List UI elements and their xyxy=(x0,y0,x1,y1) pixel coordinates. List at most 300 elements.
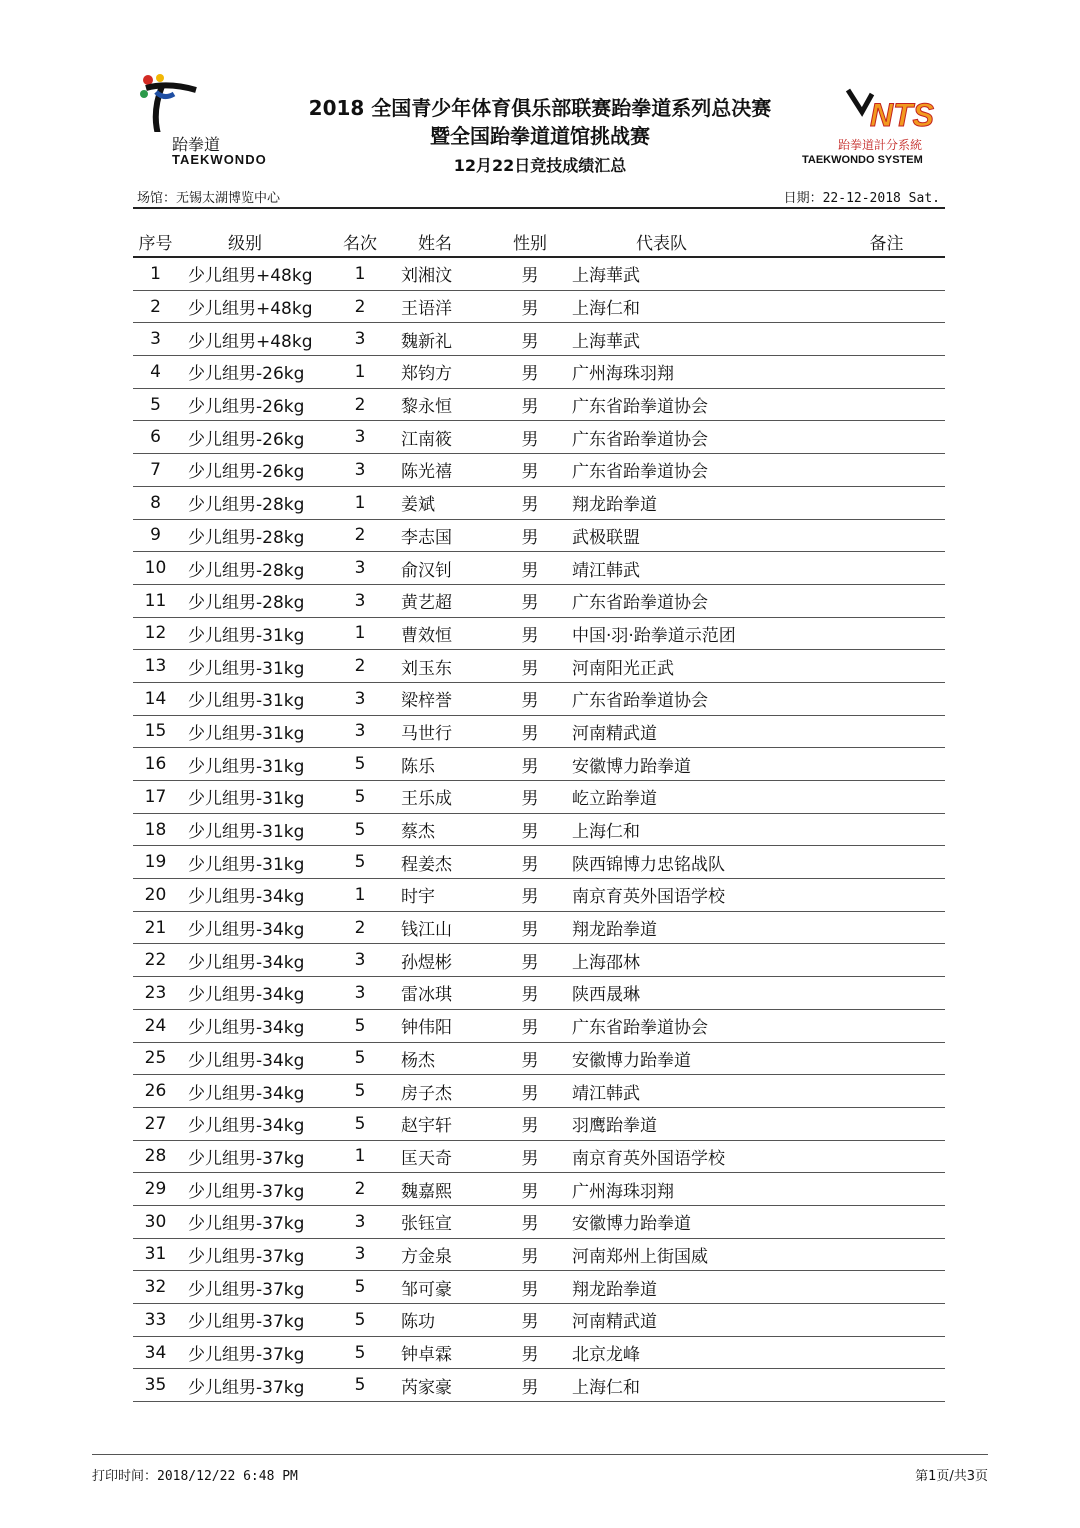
table-row xyxy=(133,1009,945,1042)
table-row xyxy=(133,1369,945,1402)
table-row xyxy=(133,421,945,454)
row-name: 俞汉钊 xyxy=(392,552,502,585)
row-name: 程姜杰 xyxy=(392,846,502,879)
row-sex: 男 xyxy=(502,1304,558,1337)
row-team: 北京龙峰 xyxy=(558,1336,828,1369)
row-note xyxy=(828,650,945,683)
row-sex: 男 xyxy=(502,290,558,323)
table-row xyxy=(133,584,945,617)
row-level: 少儿组男-31kg xyxy=(178,617,328,650)
row-level: 少儿组男-37kg xyxy=(178,1369,328,1402)
row-rank: 1 xyxy=(328,879,392,912)
row-note xyxy=(828,486,945,519)
table-row xyxy=(133,388,945,421)
row-number: 3 xyxy=(133,323,178,356)
row-number: 35 xyxy=(133,1369,178,1402)
row-sex: 男 xyxy=(502,257,558,290)
row-team: 河南阳光正武 xyxy=(558,650,828,683)
row-sex: 男 xyxy=(502,944,558,977)
table-row xyxy=(133,1238,945,1271)
row-number: 28 xyxy=(133,1140,178,1173)
table-row xyxy=(133,1336,945,1369)
print-time: 打印时间：2018/12/22 6:48 PM xyxy=(92,1469,298,1484)
row-number: 25 xyxy=(133,1042,178,1075)
row-number: 8 xyxy=(133,486,178,519)
row-level: 少儿组男-34kg xyxy=(178,879,328,912)
row-number: 10 xyxy=(133,552,178,585)
row-number: 29 xyxy=(133,1173,178,1206)
table-row xyxy=(133,813,945,846)
row-sex: 男 xyxy=(502,617,558,650)
row-name: 邹可豪 xyxy=(392,1271,502,1304)
venue-label: 场馆：无锡太湖博览中心 xyxy=(137,191,281,206)
row-sex: 男 xyxy=(502,584,558,617)
column-header: 代表队 xyxy=(558,226,828,257)
row-level: 少儿组男-31kg xyxy=(178,682,328,715)
row-name: 孙煜彬 xyxy=(392,944,502,977)
table-row xyxy=(133,1271,945,1304)
row-level: 少儿组男-26kg xyxy=(178,421,328,454)
row-note xyxy=(828,911,945,944)
row-name: 曹效恒 xyxy=(392,617,502,650)
column-header: 级别 xyxy=(178,226,328,257)
row-team: 河南精武道 xyxy=(558,1304,828,1337)
row-rank: 3 xyxy=(328,323,392,356)
row-note xyxy=(828,1304,945,1337)
nts-emblem-icon xyxy=(844,86,944,134)
row-team: 广州海珠羽翔 xyxy=(558,356,828,389)
row-level: 少儿组男+48kg xyxy=(178,257,328,290)
row-number: 18 xyxy=(133,813,178,846)
table-row xyxy=(133,486,945,519)
row-rank: 5 xyxy=(328,781,392,814)
row-sex: 男 xyxy=(502,323,558,356)
row-number: 15 xyxy=(133,715,178,748)
row-level: 少儿组男-28kg xyxy=(178,486,328,519)
row-team: 上海仁和 xyxy=(558,290,828,323)
row-number: 33 xyxy=(133,1304,178,1337)
row-rank: 3 xyxy=(328,421,392,454)
row-level: 少儿组男-31kg xyxy=(178,846,328,879)
row-name: 魏新礼 xyxy=(392,323,502,356)
row-team: 安徽博力跆拳道 xyxy=(558,1042,828,1075)
row-number: 4 xyxy=(133,356,178,389)
row-sex: 男 xyxy=(502,715,558,748)
row-sex: 男 xyxy=(502,1369,558,1402)
logo-right-en: TAEKWONDO SYSTEM xyxy=(802,154,923,166)
table-row xyxy=(133,748,945,781)
row-team: 武极联盟 xyxy=(558,519,828,552)
row-note xyxy=(828,748,945,781)
row-note xyxy=(828,552,945,585)
row-team: 上海仁和 xyxy=(558,813,828,846)
row-level: 少儿组男+48kg xyxy=(178,323,328,356)
row-number: 34 xyxy=(133,1336,178,1369)
table-row xyxy=(133,781,945,814)
nts-mark: NTS xyxy=(870,97,934,133)
row-note xyxy=(828,421,945,454)
row-level: 少儿组男-34kg xyxy=(178,1009,328,1042)
row-name: 张钰宣 xyxy=(392,1205,502,1238)
row-sex: 男 xyxy=(502,748,558,781)
row-level: 少儿组男-37kg xyxy=(178,1336,328,1369)
table-row xyxy=(133,846,945,879)
row-note xyxy=(828,944,945,977)
taekwondo-logo xyxy=(138,72,278,172)
row-number: 12 xyxy=(133,617,178,650)
table-header-row xyxy=(133,226,945,257)
row-level: 少儿组男-31kg xyxy=(178,650,328,683)
row-level: 少儿组男-37kg xyxy=(178,1238,328,1271)
row-team: 翔龙跆拳道 xyxy=(558,911,828,944)
table-row xyxy=(133,454,945,487)
row-level: 少儿组男-37kg xyxy=(178,1304,328,1337)
row-level: 少儿组男-26kg xyxy=(178,388,328,421)
row-note xyxy=(828,1107,945,1140)
row-note xyxy=(828,1369,945,1402)
row-sex: 男 xyxy=(502,1238,558,1271)
table-row xyxy=(133,911,945,944)
row-name: 杨杰 xyxy=(392,1042,502,1075)
row-sex: 男 xyxy=(502,486,558,519)
logo-left-en: TAEKWONDO xyxy=(172,152,267,167)
row-rank: 2 xyxy=(328,650,392,683)
row-team: 广东省跆拳道协会 xyxy=(558,421,828,454)
row-name: 钟卓霖 xyxy=(392,1336,502,1369)
row-note xyxy=(828,715,945,748)
row-rank: 5 xyxy=(328,1304,392,1337)
table-row xyxy=(133,682,945,715)
row-team: 广东省跆拳道协会 xyxy=(558,584,828,617)
row-team: 靖江韩武 xyxy=(558,552,828,585)
row-note xyxy=(828,682,945,715)
row-rank: 1 xyxy=(328,1140,392,1173)
column-header: 备注 xyxy=(828,226,945,257)
row-team: 广东省跆拳道协会 xyxy=(558,388,828,421)
row-level: 少儿组男-26kg xyxy=(178,454,328,487)
row-note xyxy=(828,1205,945,1238)
row-name: 房子杰 xyxy=(392,1075,502,1108)
row-rank: 5 xyxy=(328,813,392,846)
row-rank: 2 xyxy=(328,519,392,552)
row-number: 14 xyxy=(133,682,178,715)
row-level: 少儿组男-34kg xyxy=(178,1075,328,1108)
row-rank: 3 xyxy=(328,1238,392,1271)
row-sex: 男 xyxy=(502,519,558,552)
row-level: 少儿组男-28kg xyxy=(178,552,328,585)
row-rank: 3 xyxy=(328,584,392,617)
row-number: 2 xyxy=(133,290,178,323)
table-row xyxy=(133,944,945,977)
row-note xyxy=(828,388,945,421)
table-row xyxy=(133,1173,945,1206)
row-team: 羽鹰跆拳道 xyxy=(558,1107,828,1140)
row-number: 24 xyxy=(133,1009,178,1042)
row-sex: 男 xyxy=(502,781,558,814)
row-level: 少儿组男-31kg xyxy=(178,813,328,846)
row-team: 翔龙跆拳道 xyxy=(558,1271,828,1304)
row-name: 钱江山 xyxy=(392,911,502,944)
results-body xyxy=(133,257,945,1402)
row-team: 南京育英外国语学校 xyxy=(558,879,828,912)
row-number: 13 xyxy=(133,650,178,683)
row-number: 17 xyxy=(133,781,178,814)
row-note xyxy=(828,257,945,290)
row-sex: 男 xyxy=(502,454,558,487)
row-rank: 2 xyxy=(328,1173,392,1206)
row-sex: 男 xyxy=(502,421,558,454)
row-name: 赵宇轩 xyxy=(392,1107,502,1140)
row-team: 上海邵林 xyxy=(558,944,828,977)
row-number: 31 xyxy=(133,1238,178,1271)
row-note xyxy=(828,1075,945,1108)
logo-right-cn: 跆拳道計分系統 xyxy=(838,138,923,152)
row-name: 郑钧方 xyxy=(392,356,502,389)
row-rank: 3 xyxy=(328,1205,392,1238)
row-team: 广东省跆拳道协会 xyxy=(558,682,828,715)
row-number: 5 xyxy=(133,388,178,421)
row-rank: 5 xyxy=(328,1009,392,1042)
logo-left-cn: 跆拳道 xyxy=(172,135,221,154)
row-note xyxy=(828,323,945,356)
row-rank: 2 xyxy=(328,911,392,944)
row-team: 广东省跆拳道协会 xyxy=(558,454,828,487)
row-level: 少儿组男-34kg xyxy=(178,1042,328,1075)
row-note xyxy=(828,879,945,912)
row-team: 中国·羽·跆拳道示范团 xyxy=(558,617,828,650)
row-name: 姜斌 xyxy=(392,486,502,519)
row-team: 陕西锦博力忠铭战队 xyxy=(558,846,828,879)
row-sex: 男 xyxy=(502,846,558,879)
row-sex: 男 xyxy=(502,1140,558,1173)
row-sex: 男 xyxy=(502,650,558,683)
date-label: 日期：22-12-2018 Sat. xyxy=(783,191,940,206)
row-sex: 男 xyxy=(502,879,558,912)
table-row xyxy=(133,356,945,389)
row-name: 蔡杰 xyxy=(392,813,502,846)
row-note xyxy=(828,846,945,879)
row-note xyxy=(828,584,945,617)
row-sex: 男 xyxy=(502,388,558,421)
row-team: 河南郑州上街国威 xyxy=(558,1238,828,1271)
row-level: 少儿组男-28kg xyxy=(178,519,328,552)
table-row xyxy=(133,617,945,650)
row-name: 陈功 xyxy=(392,1304,502,1337)
row-level: 少儿组男+48kg xyxy=(178,290,328,323)
row-rank: 5 xyxy=(328,1107,392,1140)
row-note xyxy=(828,1336,945,1369)
row-team: 广东省跆拳道协会 xyxy=(558,1009,828,1042)
table-row xyxy=(133,650,945,683)
row-name: 时宇 xyxy=(392,879,502,912)
column-header: 名次 xyxy=(328,226,392,257)
table-row xyxy=(133,1140,945,1173)
row-team: 安徽博力跆拳道 xyxy=(558,748,828,781)
row-level: 少儿组男-37kg xyxy=(178,1140,328,1173)
row-note xyxy=(828,781,945,814)
row-team: 安徽博力跆拳道 xyxy=(558,1205,828,1238)
page-title: 2018 全国青少年体育俱乐部联赛跆拳道系列总决赛 xyxy=(308,96,772,120)
taekwondo-emblem-icon xyxy=(138,72,198,132)
row-rank: 3 xyxy=(328,454,392,487)
row-number: 1 xyxy=(133,257,178,290)
row-level: 少儿组男-31kg xyxy=(178,715,328,748)
row-note xyxy=(828,519,945,552)
row-number: 26 xyxy=(133,1075,178,1108)
table-row xyxy=(133,257,945,290)
row-rank: 3 xyxy=(328,552,392,585)
row-rank: 5 xyxy=(328,1042,392,1075)
row-number: 16 xyxy=(133,748,178,781)
row-name: 黄艺超 xyxy=(392,584,502,617)
row-number: 20 xyxy=(133,879,178,912)
row-sex: 男 xyxy=(502,813,558,846)
row-name: 马世行 xyxy=(392,715,502,748)
row-rank: 1 xyxy=(328,486,392,519)
row-rank: 3 xyxy=(328,977,392,1010)
column-header: 姓名 xyxy=(392,226,502,257)
row-note xyxy=(828,813,945,846)
row-number: 6 xyxy=(133,421,178,454)
row-level: 少儿组男-34kg xyxy=(178,944,328,977)
row-rank: 1 xyxy=(328,257,392,290)
row-name: 李志国 xyxy=(392,519,502,552)
row-name: 匡天奇 xyxy=(392,1140,502,1173)
column-header: 序号 xyxy=(133,226,178,257)
row-name: 刘湘汶 xyxy=(392,257,502,290)
column-header: 性别 xyxy=(502,226,558,257)
row-team: 上海仁和 xyxy=(558,1369,828,1402)
row-level: 少儿组男-34kg xyxy=(178,911,328,944)
row-rank: 3 xyxy=(328,715,392,748)
table-row xyxy=(133,879,945,912)
row-level: 少儿组男-37kg xyxy=(178,1271,328,1304)
row-sex: 男 xyxy=(502,911,558,944)
row-number: 32 xyxy=(133,1271,178,1304)
footer-divider xyxy=(92,1454,988,1455)
row-level: 少儿组男-26kg xyxy=(178,356,328,389)
row-rank: 5 xyxy=(328,748,392,781)
row-level: 少儿组男-31kg xyxy=(178,781,328,814)
row-rank: 1 xyxy=(328,356,392,389)
table-row xyxy=(133,1075,945,1108)
header-divider xyxy=(133,207,945,209)
table-row xyxy=(133,1042,945,1075)
table-row xyxy=(133,1205,945,1238)
row-rank: 5 xyxy=(328,846,392,879)
table-row xyxy=(133,290,945,323)
row-number: 21 xyxy=(133,911,178,944)
row-number: 7 xyxy=(133,454,178,487)
row-name: 方金泉 xyxy=(392,1238,502,1271)
row-name: 雷冰琪 xyxy=(392,977,502,1010)
row-number: 22 xyxy=(133,944,178,977)
row-rank: 3 xyxy=(328,944,392,977)
row-sex: 男 xyxy=(502,1009,558,1042)
row-team: 翔龙跆拳道 xyxy=(558,486,828,519)
row-sex: 男 xyxy=(502,1336,558,1369)
table-row xyxy=(133,552,945,585)
row-sex: 男 xyxy=(502,682,558,715)
row-rank: 3 xyxy=(328,682,392,715)
row-sex: 男 xyxy=(502,1042,558,1075)
row-note xyxy=(828,1173,945,1206)
row-number: 11 xyxy=(133,584,178,617)
row-rank: 2 xyxy=(328,388,392,421)
results-table xyxy=(133,226,945,1402)
row-number: 19 xyxy=(133,846,178,879)
row-team: 上海華武 xyxy=(558,257,828,290)
row-sex: 男 xyxy=(502,1205,558,1238)
row-name: 魏嘉熙 xyxy=(392,1173,502,1206)
table-row xyxy=(133,715,945,748)
row-team: 陕西晟琳 xyxy=(558,977,828,1010)
row-rank: 5 xyxy=(328,1369,392,1402)
row-rank: 5 xyxy=(328,1271,392,1304)
row-team: 靖江韩武 xyxy=(558,1075,828,1108)
table-row xyxy=(133,519,945,552)
table-row xyxy=(133,1107,945,1140)
row-note xyxy=(828,454,945,487)
row-name: 芮家豪 xyxy=(392,1369,502,1402)
row-level: 少儿组男-34kg xyxy=(178,977,328,1010)
row-name: 陈光禧 xyxy=(392,454,502,487)
row-name: 王语洋 xyxy=(392,290,502,323)
row-rank: 1 xyxy=(328,617,392,650)
row-sex: 男 xyxy=(502,977,558,1010)
row-number: 23 xyxy=(133,977,178,1010)
row-team: 南京育英外国语学校 xyxy=(558,1140,828,1173)
row-sex: 男 xyxy=(502,552,558,585)
table-row xyxy=(133,1304,945,1337)
row-note xyxy=(828,356,945,389)
row-note xyxy=(828,617,945,650)
row-name: 梁梓誉 xyxy=(392,682,502,715)
row-level: 少儿组男-37kg xyxy=(178,1173,328,1206)
row-level: 少儿组男-34kg xyxy=(178,1107,328,1140)
row-name: 黎永恒 xyxy=(392,388,502,421)
page-number: 第1页/共3页 xyxy=(915,1469,988,1484)
row-number: 27 xyxy=(133,1107,178,1140)
row-team: 屹立跆拳道 xyxy=(558,781,828,814)
row-team: 上海華武 xyxy=(558,323,828,356)
table-row xyxy=(133,323,945,356)
nts-logo xyxy=(800,86,945,172)
row-sex: 男 xyxy=(502,356,558,389)
row-team: 河南精武道 xyxy=(558,715,828,748)
row-number: 9 xyxy=(133,519,178,552)
row-sex: 男 xyxy=(502,1107,558,1140)
page-subtitle: 暨全国跆拳道道馆挑战赛 xyxy=(430,124,650,148)
row-team: 广州海珠羽翔 xyxy=(558,1173,828,1206)
row-sex: 男 xyxy=(502,1271,558,1304)
row-name: 刘玉东 xyxy=(392,650,502,683)
table-row xyxy=(133,977,945,1010)
row-rank: 2 xyxy=(328,290,392,323)
row-name: 王乐成 xyxy=(392,781,502,814)
row-rank: 5 xyxy=(328,1336,392,1369)
row-level: 少儿组男-31kg xyxy=(178,748,328,781)
row-sex: 男 xyxy=(502,1173,558,1206)
row-name: 陈乐 xyxy=(392,748,502,781)
row-rank: 5 xyxy=(328,1075,392,1108)
row-name: 钟伟阳 xyxy=(392,1009,502,1042)
page-date-title: 12月22日竞技成绩汇总 xyxy=(453,156,627,175)
row-number: 30 xyxy=(133,1205,178,1238)
row-note xyxy=(828,1009,945,1042)
row-level: 少儿组男-37kg xyxy=(178,1205,328,1238)
row-note xyxy=(828,1140,945,1173)
